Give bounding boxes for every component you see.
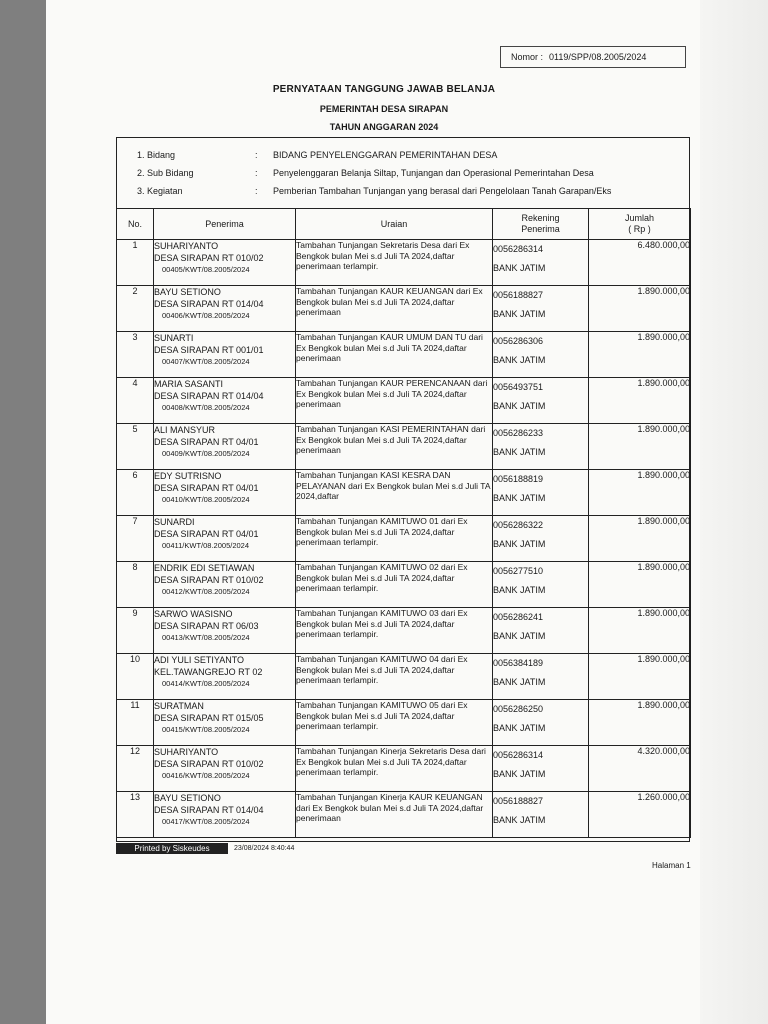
row-no: 8 bbox=[117, 562, 154, 608]
recipient-address: DESA SIRAPAN RT 001/01 bbox=[154, 345, 264, 355]
account-number: 0056286306 bbox=[493, 336, 544, 346]
description-cell: Tambahan Tunjangan KAMITUWO 03 dari Ex Bengkok bulan Mei s.d Juli TA 2024,daftar penerimaan terlampir. bbox=[296, 608, 493, 654]
description-cell: Tambahan Tunjangan Kinerja Sekretaris Desa dari Ex Bengkok bulan Mei s.d Juli TA 2024,daftar penerimaan terlampir. bbox=[296, 746, 493, 792]
recipient-cell bbox=[154, 562, 296, 608]
table-row bbox=[117, 746, 691, 792]
recipient-name: EDY SUTRISNO bbox=[154, 471, 222, 481]
account-cell bbox=[493, 608, 589, 654]
receipt-number: 00409/KWT/08.2005/2024 bbox=[162, 449, 250, 458]
account-cell bbox=[493, 286, 589, 332]
info-value: Pemberian Tambahan Tunjangan yang berasal dari Pengelolaan Tanah Garapan/Eks bbox=[273, 186, 612, 196]
document-title: PERNYATAAN TANGGUNG JAWAB BELANJA bbox=[272, 84, 496, 95]
bank-name: BANK JATIM bbox=[493, 401, 546, 411]
row-no: 10 bbox=[117, 654, 154, 700]
recipient-name: SURATMAN bbox=[154, 701, 204, 711]
account-number: 0056286322 bbox=[493, 520, 544, 530]
account-cell bbox=[493, 424, 589, 470]
amount-cell: 1.890.000,00 bbox=[589, 654, 691, 700]
row-no: 12 bbox=[117, 746, 154, 792]
recipient-address: DESA SIRAPAN RT 015/05 bbox=[154, 713, 264, 723]
bank-name: BANK JATIM bbox=[493, 723, 546, 733]
recipient-address: DESA SIRAPAN RT 06/03 bbox=[154, 621, 259, 631]
bank-name: BANK JATIM bbox=[493, 815, 546, 825]
recipient-cell bbox=[154, 608, 296, 654]
paper-edge bbox=[700, 0, 768, 1024]
col-header-jumlah: Jumlah ( Rp ) bbox=[589, 209, 691, 240]
row-no: 13 bbox=[117, 792, 154, 838]
row-no: 6 bbox=[117, 470, 154, 516]
account-cell bbox=[493, 562, 589, 608]
table-row bbox=[117, 424, 691, 470]
account-number: 0056286250 bbox=[493, 704, 544, 714]
print-timestamp: 23/08/2024 8:40:44 bbox=[234, 845, 295, 852]
row-no: 9 bbox=[117, 608, 154, 654]
recipient-name: SUNARTI bbox=[154, 333, 194, 343]
recipient-name: ADI YULI SETIYANTO bbox=[154, 655, 245, 665]
info-sep: : bbox=[255, 186, 258, 196]
receipt-number: 00408/KWT/08.2005/2024 bbox=[162, 403, 250, 412]
recipient-name: BAYU SETIONO bbox=[154, 793, 221, 803]
description-cell: Tambahan Tunjangan KAUR UMUM DAN TU dari Ex Bengkok bulan Mei s.d Juli TA 2024,daftar penerimaan bbox=[296, 332, 493, 378]
table-body bbox=[117, 240, 691, 838]
info-value: Penyelenggaran Belanja Siltap, Tunjangan dan Operasional Pemerintahan Desa bbox=[273, 168, 594, 178]
bank-name: BANK JATIM bbox=[493, 263, 546, 273]
receipt-number: 00416/KWT/08.2005/2024 bbox=[162, 771, 250, 780]
amount-cell: 1.890.000,00 bbox=[589, 700, 691, 746]
account-cell bbox=[493, 470, 589, 516]
recipient-cell bbox=[154, 286, 296, 332]
receipt-number: 00410/KWT/08.2005/2024 bbox=[162, 495, 250, 504]
table-row bbox=[117, 332, 691, 378]
account-number: 0056384189 bbox=[493, 658, 544, 668]
info-sep: : bbox=[255, 150, 258, 160]
recipient-name: BAYU SETIONO bbox=[154, 287, 221, 297]
bank-name: BANK JATIM bbox=[493, 677, 546, 687]
row-no: 4 bbox=[117, 378, 154, 424]
description-cell: Tambahan Tunjangan KAMITUWO 01 dari Ex Bengkok bulan Mei s.d Juli TA 2024,daftar penerimaan terlampir. bbox=[296, 516, 493, 562]
recipient-address: DESA SIRAPAN RT 014/04 bbox=[154, 391, 264, 401]
col-header-rekening: Rekening Penerima bbox=[493, 209, 589, 240]
recipient-name: ALI MANSYUR bbox=[154, 425, 216, 435]
recipient-cell bbox=[154, 332, 296, 378]
recipient-name: MARIA SASANTI bbox=[154, 379, 224, 389]
recipient-address: DESA SIRAPAN RT 010/02 bbox=[154, 759, 264, 769]
recipient-address: KEL.TAWANGREJO RT 02 bbox=[154, 667, 263, 677]
table-row bbox=[117, 654, 691, 700]
recipient-name: SUHARIYANTO bbox=[154, 747, 219, 757]
info-key: 2. Sub Bidang bbox=[137, 168, 194, 178]
amount-cell: 1.890.000,00 bbox=[589, 608, 691, 654]
recipient-address: DESA SIRAPAN RT 04/01 bbox=[154, 483, 259, 493]
info-sep: : bbox=[255, 168, 258, 178]
description-cell: Tambahan Tunjangan KAMITUWO 04 dari Ex Bengkok bulan Mei s.d Juli TA 2024,daftar penerimaan terlampir. bbox=[296, 654, 493, 700]
description-cell: Tambahan Tunjangan KAMITUWO 02 dari Ex Bengkok bulan Mei s.d Juli TA 2024,daftar penerimaan terlampir. bbox=[296, 562, 493, 608]
info-row-bidang bbox=[137, 148, 611, 163]
page-number: Halaman 1 bbox=[652, 861, 691, 870]
amount-cell: 1.890.000,00 bbox=[589, 516, 691, 562]
amount-cell: 1.890.000,00 bbox=[589, 470, 691, 516]
account-number: 0056286233 bbox=[493, 428, 544, 438]
info-row-sub-bidang bbox=[137, 166, 611, 181]
account-cell bbox=[493, 378, 589, 424]
recipient-cell bbox=[154, 470, 296, 516]
payment-table bbox=[116, 208, 691, 838]
receipt-number: 00415/KWT/08.2005/2024 bbox=[162, 725, 250, 734]
bank-name: BANK JATIM bbox=[493, 539, 546, 549]
receipt-number: 00417/KWT/08.2005/2024 bbox=[162, 817, 250, 826]
row-no: 11 bbox=[117, 700, 154, 746]
info-value: BIDANG PENYELENGGARAN PEMERINTAHAN DESA bbox=[273, 150, 498, 160]
account-cell bbox=[493, 746, 589, 792]
table-row bbox=[117, 700, 691, 746]
recipient-address: DESA SIRAPAN RT 014/04 bbox=[154, 805, 264, 815]
account-cell bbox=[493, 792, 589, 838]
account-number: 0056286314 bbox=[493, 750, 544, 760]
receipt-number: 00413/KWT/08.2005/2024 bbox=[162, 633, 250, 642]
amount-cell: 1.260.000,00 bbox=[589, 792, 691, 838]
recipient-cell bbox=[154, 654, 296, 700]
account-cell bbox=[493, 240, 589, 286]
account-cell bbox=[493, 700, 589, 746]
bank-name: BANK JATIM bbox=[493, 493, 546, 503]
recipient-cell bbox=[154, 792, 296, 838]
bank-name: BANK JATIM bbox=[493, 585, 546, 595]
amount-cell: 4.320.000,00 bbox=[589, 746, 691, 792]
account-number: 0056286314 bbox=[493, 244, 544, 254]
row-no: 2 bbox=[117, 286, 154, 332]
bank-name: BANK JATIM bbox=[493, 355, 546, 365]
nomor-value: 0119/SPP/08.2005/2024 bbox=[549, 52, 647, 62]
account-number: 0056188819 bbox=[493, 474, 544, 484]
printed-by-label: Printed by Siskeudes bbox=[116, 843, 228, 854]
nomor-label: Nomor : bbox=[511, 52, 544, 62]
bank-name: BANK JATIM bbox=[493, 447, 546, 457]
recipient-address: DESA SIRAPAN RT 014/04 bbox=[154, 299, 264, 309]
table-row bbox=[117, 378, 691, 424]
document-subtitle: PEMERINTAH DESA SIRAPAN bbox=[319, 104, 449, 114]
receipt-number: 00406/KWT/08.2005/2024 bbox=[162, 311, 250, 320]
info-key: 1. Bidang bbox=[137, 150, 176, 160]
description-cell: Tambahan Tunjangan Kinerja KAUR KEUANGAN dari Ex Bengkok bulan Mei s.d Juli TA 2024,daftar penerimaan bbox=[296, 792, 493, 838]
recipient-name: SUHARIYANTO bbox=[154, 241, 219, 251]
account-cell bbox=[493, 332, 589, 378]
table-row bbox=[117, 240, 691, 286]
info-key: 3. Kegiatan bbox=[137, 186, 183, 196]
amount-cell: 1.890.000,00 bbox=[589, 562, 691, 608]
table-row bbox=[117, 516, 691, 562]
document-frame bbox=[116, 137, 690, 842]
table-header-row bbox=[117, 209, 691, 240]
row-no: 7 bbox=[117, 516, 154, 562]
recipient-cell bbox=[154, 516, 296, 562]
recipient-address: DESA SIRAPAN RT 04/01 bbox=[154, 529, 259, 539]
row-no: 1 bbox=[117, 240, 154, 286]
description-cell: Tambahan Tunjangan KAUR PERENCANAAN dari Ex Bengkok bulan Mei s.d Juli TA 2024,daftar penerimaan bbox=[296, 378, 493, 424]
account-number: 0056493751 bbox=[493, 382, 544, 392]
description-cell: Tambahan Tunjangan KAUR KEUANGAN dari Ex Bengkok bulan Mei s.d Juli TA 2024,daftar penerimaan bbox=[296, 286, 493, 332]
recipient-cell bbox=[154, 240, 296, 286]
table-row bbox=[117, 470, 691, 516]
receipt-number: 00414/KWT/08.2005/2024 bbox=[162, 679, 250, 688]
account-number: 0056188827 bbox=[493, 796, 544, 806]
table-row bbox=[117, 792, 691, 838]
account-cell bbox=[493, 516, 589, 562]
receipt-number: 00405/KWT/08.2005/2024 bbox=[162, 265, 250, 274]
table-row bbox=[117, 608, 691, 654]
description-cell: Tambahan Tunjangan KASI PEMERINTAHAN dari Ex Bengkok bulan Mei s.d Juli TA 2024,daftar penerimaan bbox=[296, 424, 493, 470]
document-year: TAHUN ANGGARAN 2024 bbox=[329, 122, 439, 132]
amount-cell: 1.890.000,00 bbox=[589, 424, 691, 470]
account-number: 0056188827 bbox=[493, 290, 544, 300]
account-cell bbox=[493, 654, 589, 700]
receipt-number: 00411/KWT/08.2005/2024 bbox=[162, 541, 250, 550]
recipient-cell bbox=[154, 378, 296, 424]
amount-cell: 1.890.000,00 bbox=[589, 378, 691, 424]
description-cell: Tambahan Tunjangan KAMITUWO 05 dari Ex Bengkok bulan Mei s.d Juli TA 2024,daftar penerimaan terlampir. bbox=[296, 700, 493, 746]
account-number: 0056277510 bbox=[493, 566, 544, 576]
amount-cell: 6.480.000,00 bbox=[589, 240, 691, 286]
description-cell: Tambahan Tunjangan KASI KESRA DAN PELAYANAN dari Ex Bengkok bulan Mei s.d Juli TA 2024,daftar bbox=[296, 470, 493, 516]
info-row-kegiatan bbox=[137, 184, 611, 199]
recipient-cell bbox=[154, 700, 296, 746]
receipt-number: 00412/KWT/08.2005/2024 bbox=[162, 587, 250, 596]
col-header-penerima: Penerima bbox=[154, 209, 296, 240]
recipient-cell bbox=[154, 424, 296, 470]
row-no: 3 bbox=[117, 332, 154, 378]
recipient-address: DESA SIRAPAN RT 010/02 bbox=[154, 253, 264, 263]
bank-name: BANK JATIM bbox=[493, 631, 546, 641]
amount-cell: 1.890.000,00 bbox=[589, 286, 691, 332]
info-block bbox=[137, 148, 611, 202]
receipt-number: 00407/KWT/08.2005/2024 bbox=[162, 357, 250, 366]
table-row bbox=[117, 562, 691, 608]
row-no: 5 bbox=[117, 424, 154, 470]
recipient-cell bbox=[154, 746, 296, 792]
recipient-address: DESA SIRAPAN RT 010/02 bbox=[154, 575, 264, 585]
account-number: 0056286241 bbox=[493, 612, 544, 622]
col-header-uraian: Uraian bbox=[296, 209, 493, 240]
nomor-box bbox=[500, 46, 686, 68]
bank-name: BANK JATIM bbox=[493, 309, 546, 319]
description-cell: Tambahan Tunjangan Sekretaris Desa dari Ex Bengkok bulan Mei s.d Juli TA 2024,daftar penerimaan terlampir. bbox=[296, 240, 493, 286]
bank-name: BANK JATIM bbox=[493, 769, 546, 779]
recipient-name: ENDRIK EDI SETIAWAN bbox=[154, 563, 255, 573]
recipient-name: SARWO WASISNO bbox=[154, 609, 233, 619]
recipient-name: SUNARDI bbox=[154, 517, 195, 527]
amount-cell: 1.890.000,00 bbox=[589, 332, 691, 378]
table-row bbox=[117, 286, 691, 332]
col-header-no: No. bbox=[117, 209, 154, 240]
recipient-address: DESA SIRAPAN RT 04/01 bbox=[154, 437, 259, 447]
